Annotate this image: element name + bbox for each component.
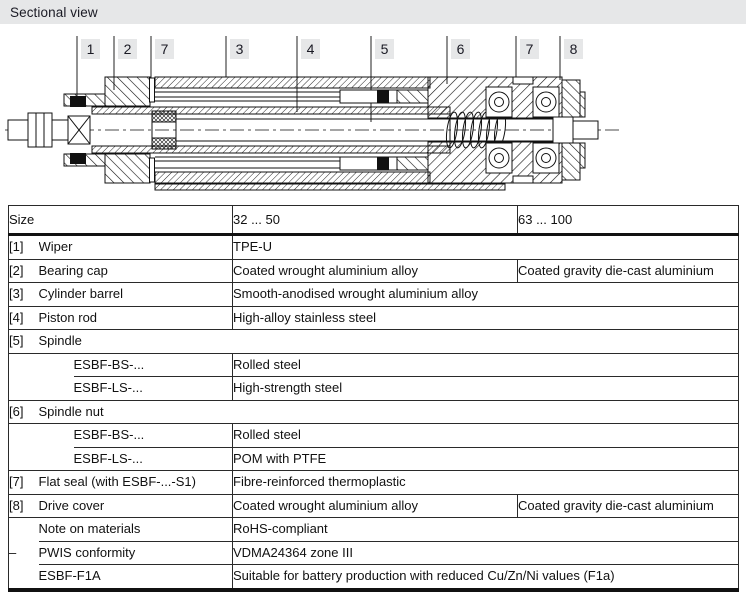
callout-4 — [301, 39, 320, 59]
row-number: [1] — [9, 235, 39, 260]
piston-rod — [92, 107, 450, 153]
row-name: Spindle nut — [39, 400, 739, 424]
row-value-large: Coated gravity die-cast aluminium — [518, 259, 739, 283]
callout-2 — [118, 39, 137, 59]
table-row — [9, 235, 739, 260]
sub-row-name: ESBF-LS-... — [74, 377, 233, 401]
row-name: PWIS conformity — [39, 541, 233, 565]
callout-label: 5 — [380, 41, 389, 57]
table-sub-row — [9, 377, 739, 401]
row-name: Wiper — [39, 235, 233, 260]
row-name: Drive cover — [39, 494, 233, 518]
row-number: [5] — [9, 330, 39, 354]
page-title: Sectional view — [10, 4, 98, 20]
table-row — [9, 259, 739, 283]
row-name: Note on materials — [39, 518, 233, 542]
table-row — [9, 306, 739, 330]
callout-label: 3 — [235, 41, 244, 57]
row-value: Smooth-anodised wrought aluminium alloy — [233, 283, 739, 307]
rod-end-left — [8, 113, 90, 147]
table-sub-row — [9, 447, 739, 471]
sub-row-name: ESBF-BS-... — [74, 353, 233, 377]
row-name: Piston rod — [39, 306, 233, 330]
callout-7a — [155, 39, 174, 59]
table-row — [9, 565, 739, 590]
row-number: – — [9, 518, 39, 590]
row-number-spacer — [9, 353, 74, 400]
row-name: Flat seal (with ESBF-...-S1) — [39, 471, 233, 495]
table-group-row — [9, 330, 739, 354]
table-group-row — [9, 400, 739, 424]
callout-1 — [81, 39, 100, 59]
sub-row-value: Rolled steel — [233, 424, 739, 448]
row-number: [6] — [9, 400, 39, 424]
table-row — [9, 518, 739, 542]
row-number: [3] — [9, 283, 39, 307]
table-row — [9, 283, 739, 307]
callout-label: 7 — [525, 41, 534, 57]
callout-label: 8 — [569, 41, 578, 57]
sub-row-value: POM with PTFE — [233, 447, 739, 471]
sub-row-name: ESBF-BS-... — [74, 424, 233, 448]
callout-label: 7 — [160, 41, 169, 57]
callout-label: 2 — [123, 41, 132, 57]
row-number: [7] — [9, 471, 39, 495]
row-number: [2] — [9, 259, 39, 283]
table-row — [9, 494, 739, 518]
table-sub-row — [9, 353, 739, 377]
row-value-small: Coated wrought aluminium alloy — [233, 259, 518, 283]
output-shaft — [553, 117, 598, 143]
table-row — [9, 471, 739, 495]
callout-label: 6 — [456, 41, 465, 57]
callout-label: 4 — [306, 41, 315, 57]
sectional-drawing — [5, 77, 622, 190]
row-value-large: Coated gravity die-cast aluminium — [518, 494, 739, 518]
callouts — [81, 39, 583, 59]
table-header-row — [9, 206, 739, 235]
header-size: Size — [9, 206, 233, 235]
row-number: [8] — [9, 494, 39, 518]
row-value: Suitable for battery production with reduced Cu/Zn/Ni values (F1a) — [233, 565, 739, 590]
callout-3 — [230, 39, 249, 59]
callout-7b — [520, 39, 539, 59]
row-value-small: Coated wrought aluminium alloy — [233, 494, 518, 518]
header-size-range-small: 32 ... 50 — [233, 206, 518, 235]
sectional-view-figure — [0, 0, 746, 205]
row-name: Cylinder barrel — [39, 283, 233, 307]
table-sub-row — [9, 424, 739, 448]
row-value: High-alloy stainless steel — [233, 306, 739, 330]
sub-row-value: Rolled steel — [233, 353, 739, 377]
callout-6 — [451, 39, 470, 59]
row-value: RoHS-compliant — [233, 518, 739, 542]
sub-row-value: High-strength steel — [233, 377, 739, 401]
table-row — [9, 541, 739, 565]
row-number: [4] — [9, 306, 39, 330]
section-header-bar — [0, 0, 746, 24]
row-name: ESBF-F1A — [39, 565, 233, 590]
row-number-spacer — [9, 424, 74, 471]
materials-table — [8, 205, 739, 592]
callout-5 — [375, 39, 394, 59]
callout-label: 1 — [86, 41, 95, 57]
sub-row-name: ESBF-LS-... — [74, 447, 233, 471]
row-name: Spindle — [39, 330, 739, 354]
row-value: VDMA24364 zone III — [233, 541, 739, 565]
row-value: Fibre-reinforced thermoplastic — [233, 471, 739, 495]
row-name: Bearing cap — [39, 259, 233, 283]
row-value: TPE-U — [233, 235, 739, 260]
header-size-range-large: 63 ... 100 — [518, 206, 739, 235]
callout-8 — [564, 39, 583, 59]
